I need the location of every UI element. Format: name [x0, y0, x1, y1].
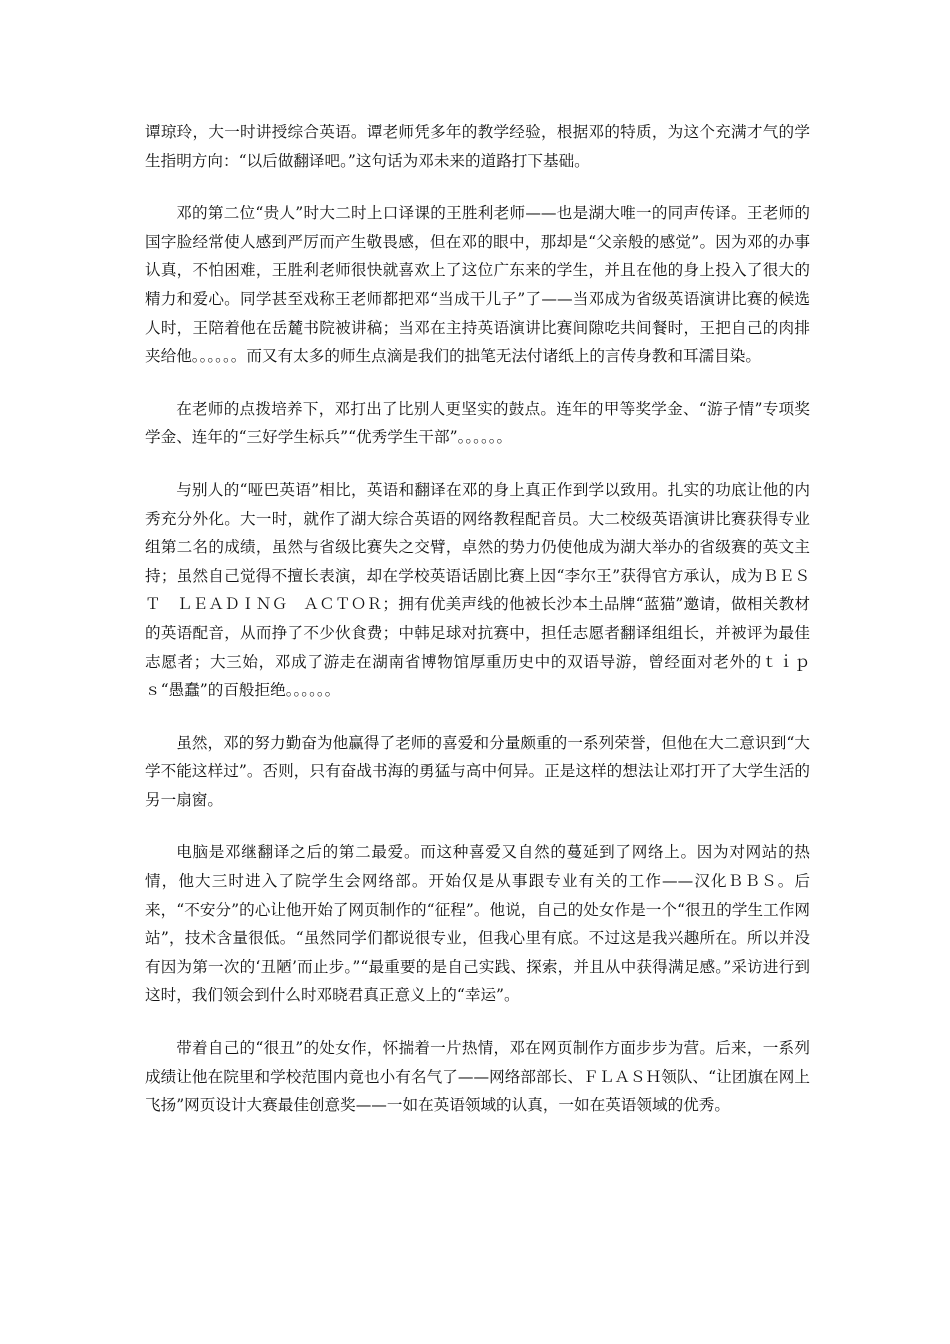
paragraph-gap [145, 705, 810, 729]
paragraph-5: 虽然，邓的努力勤奋为他赢得了老师的喜爱和分量颇重的一系列荣誉，但他在大二意识到“大学不能这样过”。否则，只有奋战书海的勇猛与高中何异。正是这样的想法让邓打开了大学生活的另一扇窗。 [145, 733, 810, 809]
paragraph-1: 谭琼玲，大一时讲授综合英语。谭老师凭多年的教学经验，根据邓的特质，为这个充满才气的学生指明方向：“以后做翻译吧。”这句话为邓未来的道路打下基础。 [145, 123, 810, 170]
paragraph-gap [145, 175, 810, 199]
paragraph-3: 在老师的点拨培养下，邓打出了比别人更坚实的鼓点。连年的甲等奖学金、“游子情”专项奖学金、连年的“三好学生标兵”“优秀学生干部”。。。。。。 [145, 399, 810, 447]
paragraph-gap [145, 814, 810, 838]
paragraph-7: 带着自己的“很丑”的处女作，怀揣着一片热情，邓在网页制作方面步步为营。后来，一系列成绩让他在院里和学校范围内竟也小有名气了——网络部部长、ＦＬＡＳＨ领队、“让团旗在网上飞扬”网页设计大赛最佳创意奖——一如在英语领域的认真，一如在英语领域的优秀。 [145, 1039, 810, 1115]
paragraph-6: 电脑是邓继翻译之后的第二最爱。而这种喜爱又自然的蔓延到了网络上。因为对网站的热情，他大三时进入了院学生会网络部。开始仅是从事跟专业有关的工作——汉化ＢＢＳ。后来，“不安分”的心让他开始了网页制作的“征程”。他说，自己的处女作是一个“很丑的学生工作网站”，技术含量很低。“虽然同学们都说很专业，但我心里有底。不过这是我兴趣所在。所以并没有因为第一次的‘丑陋’而止步。”“最重要的是自己实践、探索，并且从中获得满足感。”采访进行到这时，我们领会到什么时邓晓君真正意义上的“幸运”。 [145, 843, 810, 1005]
paragraph-gap [145, 452, 810, 476]
paragraph-gap [145, 371, 810, 395]
paragraph-gap [145, 1010, 810, 1034]
paragraph-2: 邓的第二位“贵人”时大二时上口译课的王胜利老师——也是湖大唯一的同声传译。王老师的国字脸经常使人感到严厉而产生敬畏感，但在邓的眼中，那却是“父亲般的感觉”。因为邓的办事认真，不怕困难，王胜利老师很快就喜欢上了这位广东来的学生，并且在他的身上投入了很大的精力和爱心。同学甚至戏称王老师都把邓“当成干儿子”了——当邓成为省级英语演讲比赛的候选人时，王陪着他在岳麓书院被讲稿；当邓在主持英语演讲比赛间隙吃共间餐时，王把自己的肉排夹给他。。。。。。而又有太多的师生点滴是我们的拙笔无法付诸纸上的言传身教和耳濡目染。 [145, 204, 810, 366]
article-body [145, 118, 810, 1120]
paragraph-4: 与别人的“哑巴英语”相比，英语和翻译在邓的身上真正作到学以致用。扎实的功底让他的内秀充分外化。大一时，就作了湖大综合英语的网络教程配音员。大二校级英语演讲比赛获得专业组第二名的成绩，虽然与省级比赛失之交臂，卓然的势力仍使他成为湖大举办的省级赛的英文主持；虽然自己觉得不擅长表演，却在学校英语话剧比赛上因“李尔王”获得官方承认，成为ＢＥＳＴ ＬＥＡＤＩＮＧ ＡＣＴＯＲ；拥有优美声线的他被长沙本土品牌“蓝猫”邀请，做相关教材的英语配音，从而挣了不少伙食费；中韩足球对抗赛中，担任志愿者翻译组组长，并被评为最佳志愿者；大三始，邓成了游走在湖南省博物馆厚重历史中的双语导游，曾经面对老外的ｔｉｐｓ“愚蠢”的百般拒绝。。。。。。 [145, 480, 810, 700]
